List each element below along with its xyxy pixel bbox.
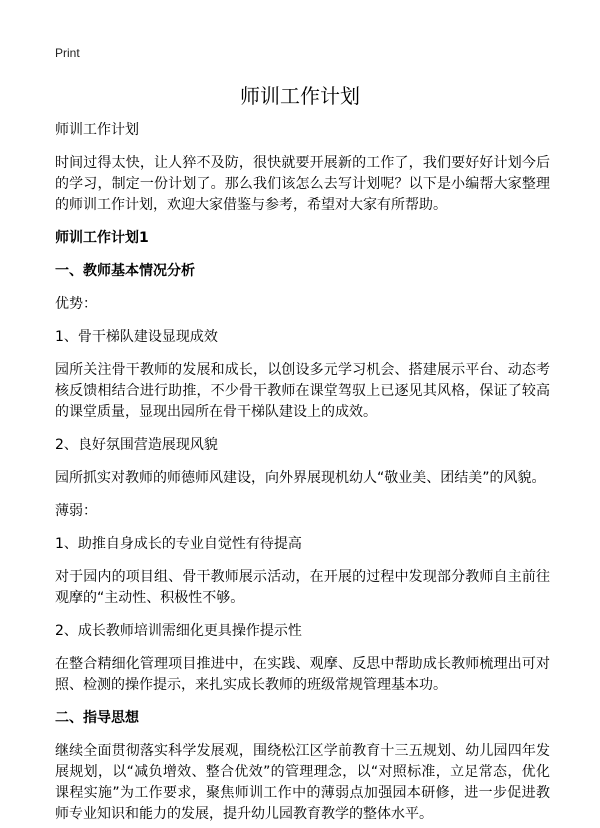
intro-paragraph: 时间过得太快，让人猝不及防，很快就要开展新的工作了，我们要好好计划今后的学习，制定一份计划了。那么我们该怎么去写计划呢？以下是小编帮大家整理的师训工作计划，欢迎大家借鉴与参考，希望对大家有所帮助。 bbox=[55, 155, 550, 213]
subtitle: 师训工作计划 bbox=[55, 122, 139, 138]
page-title: 师训工作计划 bbox=[240, 84, 360, 108]
plan-heading: 师训工作计划1 bbox=[55, 230, 149, 246]
item4-title: 2、成长教师培训需细化更具操作提示性 bbox=[55, 623, 302, 639]
item4-text: 在整合精细化管理项目推进中，在实践、观摩、反思中帮助成长教师梳理出可对照、检测的操作提示，来扎实成长教师的班级常规管理基本功。 bbox=[55, 656, 550, 693]
document-body bbox=[55, 120, 550, 825]
item3-text: 对于园内的项目组、骨干教师展示活动，在开展的过程中发现部分教师自主前往观摩的“主动性、积极性不够。 bbox=[55, 569, 550, 606]
weakness-label: 薄弱： bbox=[55, 503, 97, 519]
section1-heading: 一、教师基本情况分析 bbox=[55, 263, 195, 279]
item2-title: 2、良好氛围营造展现风貌 bbox=[55, 437, 218, 453]
item2-text: 园所抓实对教师的师德师风建设，向外界展现机幼人“敬业美、团结美”的风貌。 bbox=[55, 470, 546, 486]
section2-text: 继续全面贯彻落实科学发展观，围绕松江区学前教育十三五规划、幼儿园四年发展规划，以“减负增效、整合优效”的管理理念，以“对照标准，立足常态，优化课程实施”为工作要求，聚焦师训工作中的薄弱点加强园本研修，进一步促进教师专业知识和能力的发展，提升幼儿园教育教学的整体水平。 bbox=[55, 743, 550, 822]
print-label: Print bbox=[55, 46, 80, 60]
item3-title: 1、助推自身成长的专业自觉性有待提高 bbox=[55, 536, 302, 552]
strengths-label: 优势： bbox=[55, 296, 97, 312]
item1-title: 1、骨干梯队建设显现成效 bbox=[55, 329, 218, 345]
section2-heading: 二、指导思想 bbox=[55, 710, 139, 726]
item1-text: 园所关注骨干教师的发展和成长，以创设多元学习机会、搭建展示平台、动态考核反馈相结合进行助推，不少骨干教师在课堂驾驭上已逐见其风格，保证了较高的课堂质量，显现出园所在骨干梯队建设上的成效。 bbox=[55, 362, 550, 420]
